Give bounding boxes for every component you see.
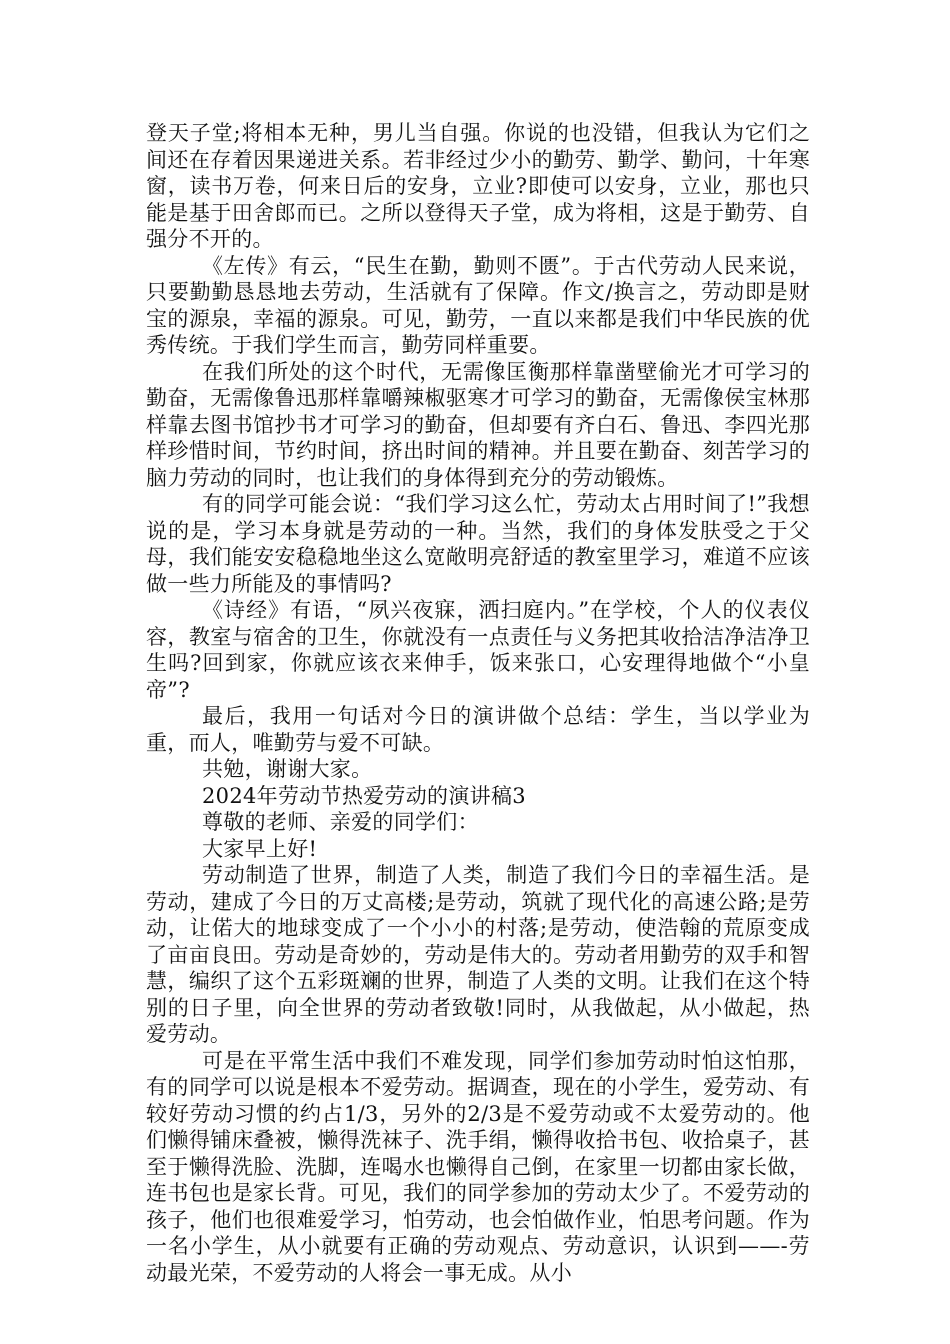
closing-line: 共勉，谢谢大家。 [202,757,373,781]
salutation: 尊敬的老师、亲爱的同学们： [202,810,479,834]
document-body [146,120,810,1286]
paragraph-continuation: 登天子堂;将相本无种，男儿当自强。你说的也没错，但我认为它们之间还在存着因果递进关系。若非经过少小的勤劳、勤学、勤问，十年寒窗，读书万卷，何来日后的安身，立业?即使可以安身，立业，那也只能是基于田舍郎而已。之所以登得天子堂，成为将相，这是于勤劳、自强分不开的。 [146,121,810,251]
paragraph-era: 在我们所处的这个时代，无需像匡衡那样靠凿壁偷光才可学习的勤奋，无需像鲁迅那样靠嚼辣椒驱寒才可学习的勤奋，无需像侯宝林那样靠去图书馆抄书才可学习的勤奋，但却要有齐白石、鲁迅、李四光那样珍惜时间，节约时间，挤出时间的精神。并且要在勤奋、刻苦学习的脑力劳动的同时，也让我们的身体得到充分的劳动锻炼。 [146,359,810,490]
speech-title: 2024年劳动节热爱劳动的演讲稿3 [202,783,526,808]
paragraph-shijing: 《诗经》有语，“夙兴夜寐，洒扫庭内。”在学校，个人的仪表仪容，教室与宿舍的卫生，你就没有一点责任与义务把其收拾洁净洁净卫生吗?回到家，你就应该衣来伸手，饭来张口，心安理得地做个“小皇帝”? [146,598,810,702]
paragraph-daily-life: 可是在平常生活中我们不难发现，同学们参加劳动时怕这怕那，有的同学可以说是根本不爱劳动。据调查，现在的小学生，爱劳动、有较好劳动习惯的约占1/3，另外的2/3是不爱劳动或不太爱劳动的。他们懒得铺床叠被，懒得洗袜子、洗手绢，懒得收拾书包、收拾桌子，甚至于懒得洗脸、洗脚，连喝水也懒得自己倒，在家里一切都由家长做，连书包也是家长背。可见，我们的同学参加的劳动太少了。不爱劳动的孩子，他们也很难爱学习，怕劳动，也会怕做作业，怕思考问题。作为一名小学生，从小就要有正确的劳动观点、劳动意识，认识到——-劳动最光荣，不爱劳动的人将会一事无成。从小 [146,1048,810,1285]
paragraph-labor-created-world: 劳动制造了世界，制造了人类，制造了我们今日的幸福生活。是劳动，建成了今日的万丈高楼;是劳动，筑就了现代化的高速公路;是劳动，让偌大的地球变成了一个小小的村落;是劳动，使浩翰的荒原变成了亩亩良田。劳动是奇妙的，劳动是伟大的。劳动者用勤劳的双手和智慧，编织了这个五彩斑斓的世界，制造了人类的文明。让我们在这个特别的日子里，向全世界的劳动者致敬!同时，从我做起，从小做起，热爱劳动。 [146,863,810,1046]
paragraph-classmates: 有的同学可能会说：“我们学习这么忙，劳动太占用时间了!”我想说的是，学习本身就是劳动的一种。当然，我们的身体发肤受之于父母，我们能安安稳稳地坐这么宽敞明亮舒适的教室里学习，难道不应该做一些力所能及的事情吗? [146,492,810,596]
greeting: 大家早上好! [202,836,318,861]
paragraph-zuozhuan: 《左传》有云，“民生在勤，勤则不匮”。于古代劳动人民来说，只要勤勤恳恳地去劳动，生活就有了保障。作文/换言之，劳动即是财宝的源泉，幸福的源泉。可见，勤劳，一直以来都是我们中华民族的优秀传统。于我们学生而言，勤劳同样重要。 [146,253,810,357]
paragraph-conclusion: 最后，我用一句话对今日的演讲做个总结：学生，当以学业为重，而人，唯勤劳与爱不可缺。 [146,704,810,755]
